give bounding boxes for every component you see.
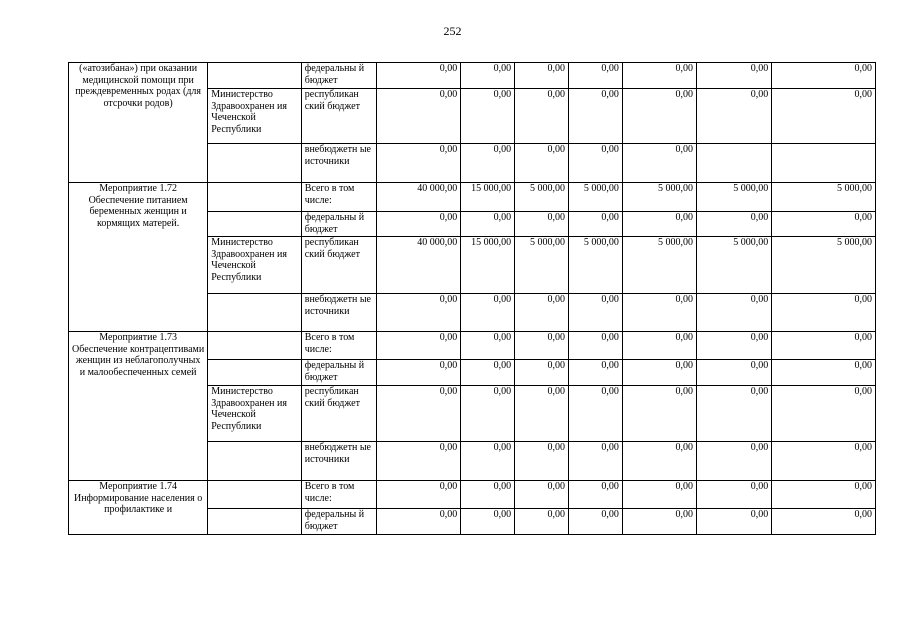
value-cell — [697, 144, 772, 183]
value-cell: 0,00 — [697, 63, 772, 89]
value-cell: 0,00 — [697, 360, 772, 386]
value-cell: 0,00 — [376, 360, 460, 386]
value-cell: 0,00 — [461, 89, 515, 144]
value-cell: 0,00 — [515, 212, 569, 237]
value-cell: 0,00 — [569, 212, 623, 237]
value-cell: 0,00 — [461, 360, 515, 386]
value-cell: 0,00 — [569, 144, 623, 183]
value-cell: 0,00 — [461, 63, 515, 89]
value-cell: 0,00 — [622, 509, 696, 535]
value-cell: 0,00 — [569, 332, 623, 360]
value-cell: 0,00 — [697, 442, 772, 481]
value-cell: 0,00 — [622, 442, 696, 481]
value-cell: 5 000,00 — [622, 237, 696, 294]
value-cell: 0,00 — [376, 332, 460, 360]
value-cell: 0,00 — [772, 509, 876, 535]
source-label: федеральны й бюджет — [301, 509, 376, 535]
value-cell: 0,00 — [622, 294, 696, 332]
value-cell: 0,00 — [376, 481, 460, 509]
value-cell: 0,00 — [622, 360, 696, 386]
source-label: Всего в том числе: — [301, 183, 376, 212]
executor-name: Министерство Здравоохранен ия Чеченской Республики — [208, 386, 302, 442]
source-label: федеральны й бюджет — [301, 212, 376, 237]
value-cell: 0,00 — [569, 481, 623, 509]
value-cell: 0,00 — [376, 89, 460, 144]
table-row — [69, 481, 876, 509]
value-cell: 0,00 — [515, 332, 569, 360]
value-cell: 0,00 — [376, 212, 460, 237]
event-name: («атозибана») при оказании медицинской помощи при преждевременных родах (для отсрочки родов) — [69, 63, 208, 183]
value-cell: 0,00 — [515, 63, 569, 89]
value-cell: 0,00 — [569, 294, 623, 332]
executor-cell — [208, 63, 302, 89]
value-cell: 0,00 — [376, 442, 460, 481]
value-cell: 0,00 — [461, 442, 515, 481]
event-name: Мероприятие 1.72 Обеспечение питанием беременных женщин и кормящих матерей. — [69, 183, 208, 332]
value-cell: 0,00 — [569, 89, 623, 144]
value-cell: 0,00 — [515, 386, 569, 442]
source-label: Всего в том числе: — [301, 481, 376, 509]
page-number: 252 — [443, 24, 462, 38]
event-name: Мероприятие 1.74 Информирование населения о профилактике и — [69, 481, 208, 535]
value-cell: 0,00 — [569, 442, 623, 481]
value-cell: 0,00 — [376, 144, 460, 183]
source-label: республикан ский бюджет — [301, 89, 376, 144]
value-cell: 0,00 — [376, 63, 460, 89]
value-cell: 0,00 — [697, 481, 772, 509]
value-cell: 0,00 — [622, 481, 696, 509]
event-name: Мероприятие 1.73 Обеспечение контрацептивами женщин из неблагополучных и малообеспеченных семей — [69, 332, 208, 481]
value-cell: 5 000,00 — [569, 237, 623, 294]
source-label: внебюджетн ые источники — [301, 144, 376, 183]
executor-cell — [208, 481, 302, 509]
value-cell: 0,00 — [515, 481, 569, 509]
executor-cell — [208, 183, 302, 212]
value-cell: 0,00 — [515, 89, 569, 144]
value-cell: 5 000,00 — [515, 183, 569, 212]
value-cell: 0,00 — [697, 89, 772, 144]
value-cell: 0,00 — [515, 360, 569, 386]
value-cell: 0,00 — [622, 386, 696, 442]
executor-cell — [208, 360, 302, 386]
value-cell: 0,00 — [697, 332, 772, 360]
value-cell: 0,00 — [622, 332, 696, 360]
source-label: федеральны й бюджет — [301, 360, 376, 386]
value-cell: 0,00 — [622, 212, 696, 237]
table-row — [69, 183, 876, 212]
value-cell: 5 000,00 — [569, 183, 623, 212]
value-cell: 5 000,00 — [515, 237, 569, 294]
value-cell: 40 000,00 — [376, 183, 460, 212]
value-cell: 40 000,00 — [376, 237, 460, 294]
table-row — [69, 63, 876, 89]
value-cell: 0,00 — [461, 212, 515, 237]
value-cell: 15 000,00 — [461, 237, 515, 294]
source-label: республикан ский бюджет — [301, 386, 376, 442]
value-cell: 0,00 — [461, 144, 515, 183]
value-cell: 5 000,00 — [772, 183, 876, 212]
value-cell: 0,00 — [772, 360, 876, 386]
value-cell: 0,00 — [622, 63, 696, 89]
table-row — [69, 332, 876, 360]
value-cell: 0,00 — [569, 63, 623, 89]
value-cell: 0,00 — [569, 509, 623, 535]
executor-name: Министерство Здравоохранен ия Чеченской Республики — [208, 237, 302, 294]
source-label: внебюджетн ые источники — [301, 442, 376, 481]
value-cell: 0,00 — [376, 294, 460, 332]
value-cell: 0,00 — [461, 294, 515, 332]
value-cell: 0,00 — [772, 332, 876, 360]
executor-cell — [208, 332, 302, 360]
source-label: внебюджетн ые источники — [301, 294, 376, 332]
value-cell: 0,00 — [697, 386, 772, 442]
value-cell: 0,00 — [622, 144, 696, 183]
value-cell: 0,00 — [515, 442, 569, 481]
value-cell: 15 000,00 — [461, 183, 515, 212]
value-cell: 0,00 — [622, 89, 696, 144]
value-cell: 5 000,00 — [622, 183, 696, 212]
value-cell: 0,00 — [772, 294, 876, 332]
value-cell: 0,00 — [461, 332, 515, 360]
value-cell: 0,00 — [772, 442, 876, 481]
value-cell: 0,00 — [697, 509, 772, 535]
value-cell: 5 000,00 — [697, 183, 772, 212]
source-label: федеральны й бюджет — [301, 63, 376, 89]
executor-cell — [208, 509, 302, 535]
value-cell: 0,00 — [772, 63, 876, 89]
source-label: Всего в том числе: — [301, 332, 376, 360]
value-cell: 0,00 — [461, 509, 515, 535]
value-cell: 0,00 — [461, 481, 515, 509]
value-cell: 0,00 — [697, 294, 772, 332]
executor-cell — [208, 212, 302, 237]
value-cell: 0,00 — [515, 294, 569, 332]
value-cell: 0,00 — [697, 212, 772, 237]
value-cell: 0,00 — [515, 144, 569, 183]
executor-cell — [208, 144, 302, 183]
value-cell — [772, 144, 876, 183]
value-cell: 0,00 — [772, 212, 876, 237]
value-cell: 0,00 — [376, 509, 460, 535]
source-label: республикан ский бюджет — [301, 237, 376, 294]
executor-name: Министерство Здравоохранен ия Чеченской Республики — [208, 89, 302, 144]
value-cell: 0,00 — [772, 89, 876, 144]
value-cell: 0,00 — [569, 360, 623, 386]
value-cell: 0,00 — [515, 509, 569, 535]
value-cell: 5 000,00 — [772, 237, 876, 294]
value-cell: 0,00 — [772, 481, 876, 509]
value-cell: 0,00 — [772, 386, 876, 442]
executor-cell — [208, 442, 302, 481]
value-cell: 0,00 — [376, 386, 460, 442]
value-cell: 5 000,00 — [697, 237, 772, 294]
executor-cell — [208, 294, 302, 332]
budget-table — [68, 62, 876, 535]
value-cell: 0,00 — [569, 386, 623, 442]
value-cell: 0,00 — [461, 386, 515, 442]
